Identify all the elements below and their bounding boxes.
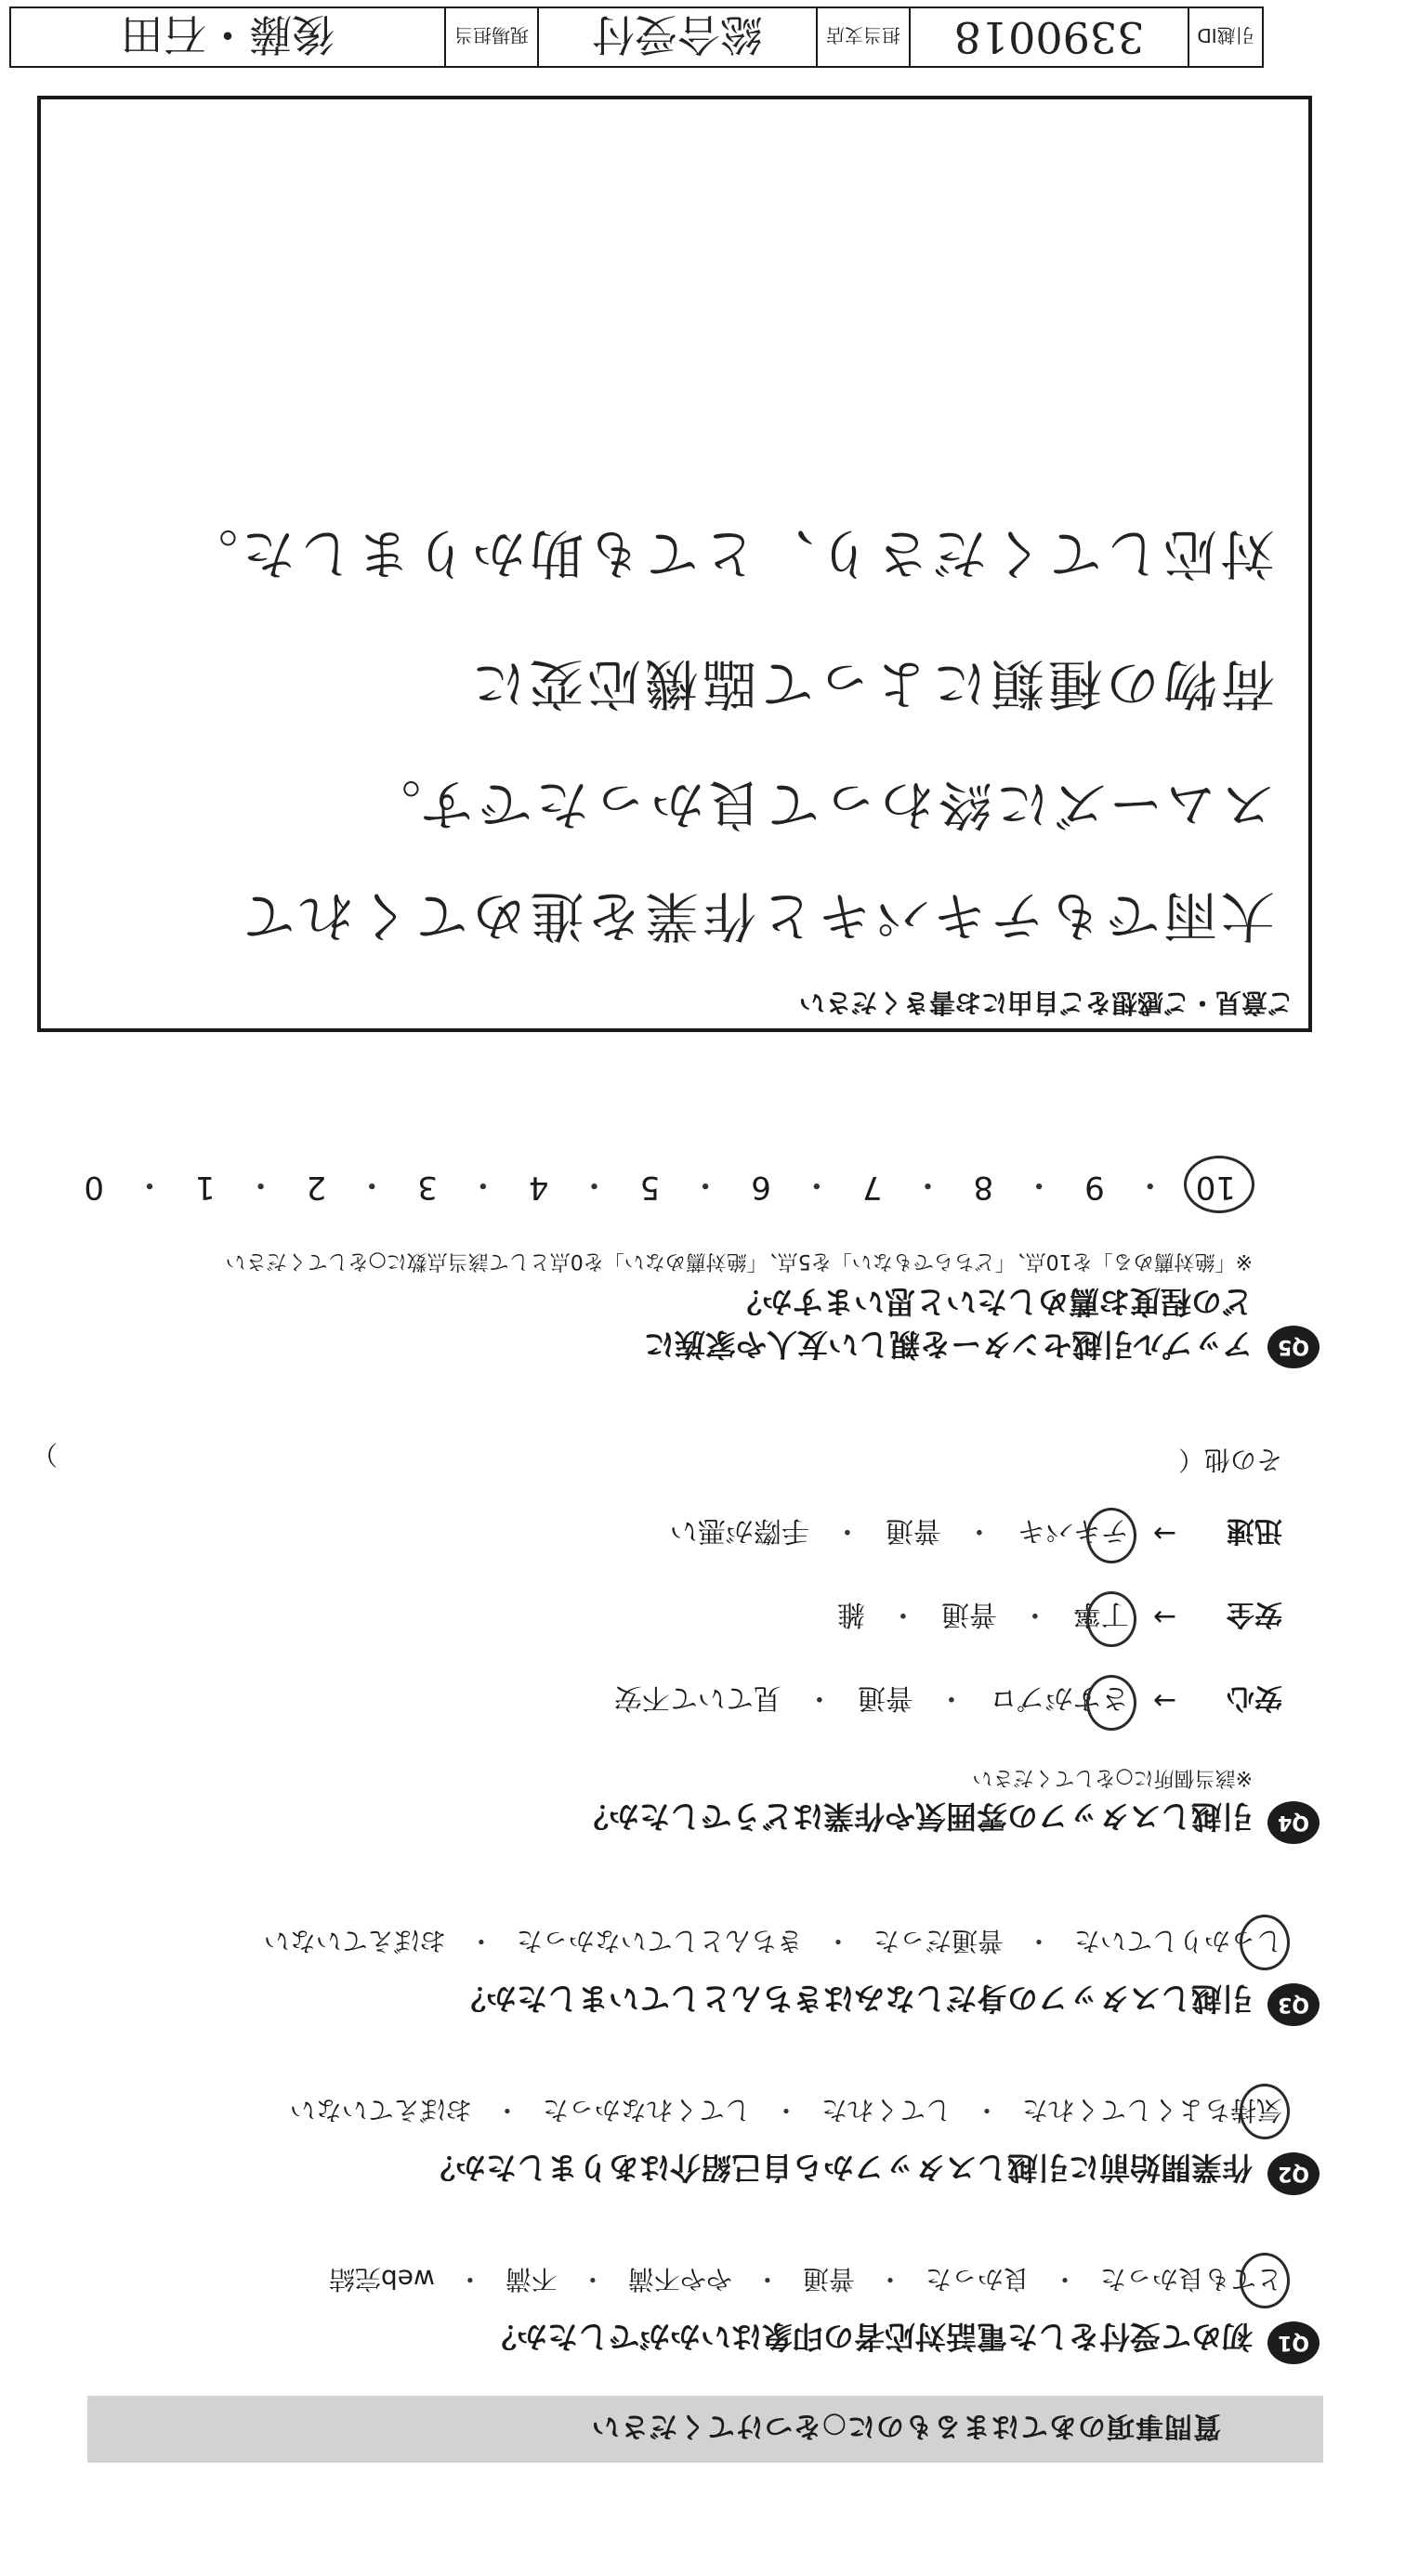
q5-score-8[interactable]: 8 <box>973 1169 994 1207</box>
q4-badge-icon: Q4 <box>1267 1801 1320 1844</box>
q1-option-very-good[interactable]: とても良かった <box>1098 2262 1284 2299</box>
q5-score-scale: 10 ・ 9 ・ 8 ・ 7 ・ 6 ・ 5 ・ 4 ・ 3 ・ 2 ・ 1 ・ 0 <box>84 1166 1236 1207</box>
q3-question: 引越しスタッフの身だしなみはきちんとしていましたか？ <box>455 1981 1253 2017</box>
branch-value: 総合受付 <box>537 8 816 66</box>
comment-title: ご意見・ご感想をご自由にお書きください <box>798 987 1293 1018</box>
arrow-icon: → <box>1152 1601 1176 1634</box>
q1-option-unsatisfied[interactable]: 不満 <box>505 2264 558 2295</box>
q5-score-6[interactable]: 6 <box>751 1169 771 1207</box>
q1-option-somewhat-unsatisfied[interactable]: やや不満 <box>627 2264 732 2295</box>
q1-options: とても良かった ・ 良かった ・ 普通 ・ やや不満 ・ 不満 ・ web完結 <box>327 2262 1284 2299</box>
q4-row-anshin: 安心 → さすがプロ ・ 普通 ・ 見ていて不安 <box>612 1680 1282 1721</box>
q1-option-good[interactable]: 良かった <box>925 2264 1030 2295</box>
q4-note: ※該当個所に○をしてください <box>972 1766 1253 1789</box>
q5-score-5[interactable]: 5 <box>639 1169 661 1207</box>
q3-option-neat[interactable]: しっかりしていた <box>1072 1924 1284 1961</box>
q3-option-not-neat[interactable]: きちんとしていなかった <box>516 1926 803 1956</box>
q4-anshin-option-pro[interactable]: さすがプロ <box>988 1680 1131 1721</box>
q4-jinsoku-option-normal[interactable]: 普通 <box>885 1514 941 1547</box>
site-lead-value: 後藤・石田 <box>121 9 335 59</box>
q5-score-1[interactable]: 1 <box>194 1169 216 1207</box>
q4-anshin-option-normal[interactable]: 普通 <box>857 1681 913 1714</box>
q5-question-line2: どの程度お薦めしたいと思いますか？ <box>731 1284 1253 1320</box>
move-id-label: 引越ID <box>1188 8 1262 66</box>
q5-score-3[interactable]: 3 <box>417 1169 438 1207</box>
arrow-icon: → <box>1152 1684 1176 1718</box>
arrow-icon: → <box>1152 1517 1176 1550</box>
q2-options: 気持ちよくしてくれた ・ してくれた ・ してくれなかった ・ おぼえていない <box>288 2093 1284 2130</box>
q3-option-dont-remember[interactable]: おぼえていない <box>263 1926 446 1956</box>
move-id-value: 3390018 <box>909 8 1188 66</box>
q1-option-web[interactable]: web完結 <box>328 2264 435 2295</box>
q2-option-did-not[interactable]: してくれなかった <box>542 2095 751 2125</box>
instruction-banner <box>87 2396 1323 2463</box>
q4-other-close: ） <box>31 1439 58 1470</box>
q4-row-label: 迅速 <box>1227 1514 1282 1547</box>
q5-question-line1: アップル引越センターを親しい友人や家族に <box>643 1327 1253 1363</box>
q5-score-0[interactable]: 0 <box>84 1169 104 1207</box>
q3-badge-icon: Q3 <box>1267 1983 1320 2026</box>
q3-options: しっかりしていた ・ 普通だった ・ きちんとしていなかった ・ おぼえていない <box>262 1924 1284 1961</box>
q4-anzen-option-careful[interactable]: 丁寧 <box>1071 1597 1131 1638</box>
q3-option-normal[interactable]: 普通だった <box>873 1926 1004 1956</box>
q2-question: 作業開始前に引越しスタッフから自己紹介はありましたか？ <box>425 2150 1253 2186</box>
q5-score-10[interactable]: 10 <box>1195 1169 1236 1207</box>
q5-badge-icon: Q5 <box>1267 1326 1320 1368</box>
q1-badge-icon: Q1 <box>1267 2321 1320 2364</box>
q4-jinsoku-option-brisk[interactable]: テキパキ <box>1016 1513 1131 1554</box>
q1-question: 初めて受付をした電話対応者の印象はいかがでしたか？ <box>486 2319 1253 2355</box>
comment-line-3: 荷物の種類によって臨機応変に <box>467 652 1275 715</box>
comment-line-1: 大雨でもテキパキと作業を進めてくれて <box>237 884 1275 948</box>
branch-label: 担当支店 <box>816 8 909 66</box>
q4-row-label: 安全 <box>1227 1598 1282 1630</box>
site-lead-label: 現場担当 <box>444 8 537 66</box>
comment-line-4: 対応してくださり、とても助かりました。 <box>179 522 1275 585</box>
q5-score-7[interactable]: 7 <box>861 1169 883 1207</box>
q5-score-9[interactable]: 9 <box>1084 1169 1105 1207</box>
q4-jinsoku-option-clumsy[interactable]: 手際が悪い <box>669 1514 809 1547</box>
q4-anzen-option-rough[interactable]: 雑 <box>836 1598 865 1630</box>
q5-score-2[interactable]: 2 <box>306 1169 327 1207</box>
q1-option-normal[interactable]: 普通 <box>802 2264 855 2295</box>
q4-anzen-option-normal[interactable]: 普通 <box>940 1598 997 1630</box>
stamp-table <box>9 7 1264 68</box>
instruction-text: 質問事項のあてはまるものに○をつけてください <box>590 2410 1221 2442</box>
q2-option-did[interactable]: してくれた <box>821 2095 952 2125</box>
comment-line-2: スムーズに終わって良かったです。 <box>363 773 1275 836</box>
q4-row-jinsoku: 迅速 → テキパキ ・ 普通 ・ 手際が悪い <box>668 1513 1282 1554</box>
q4-row-anzen: 安全 → 丁寧 ・ 普通 ・ 雑 <box>835 1597 1282 1638</box>
q4-other-label: その他（ <box>1177 1445 1282 1475</box>
q4-row-label: 安心 <box>1227 1681 1282 1714</box>
q2-badge-icon: Q2 <box>1267 2152 1320 2195</box>
q4-anshin-option-anxious[interactable]: 見ていて不安 <box>613 1681 781 1714</box>
q4-question: 引越しスタッフの雰囲気や作業はどうでしたか？ <box>578 1798 1253 1835</box>
q2-option-pleasant[interactable]: 気持ちよくしてくれた <box>1020 2093 1284 2130</box>
q2-option-dont-remember[interactable]: おぼえていない <box>289 2095 472 2125</box>
q5-note: ※「絶対薦める」を10点、「どちらでもない」を5点、「絶対薦めない」を0点として該当点数に○をしてください <box>225 1249 1253 1273</box>
q5-score-4[interactable]: 4 <box>528 1169 549 1207</box>
